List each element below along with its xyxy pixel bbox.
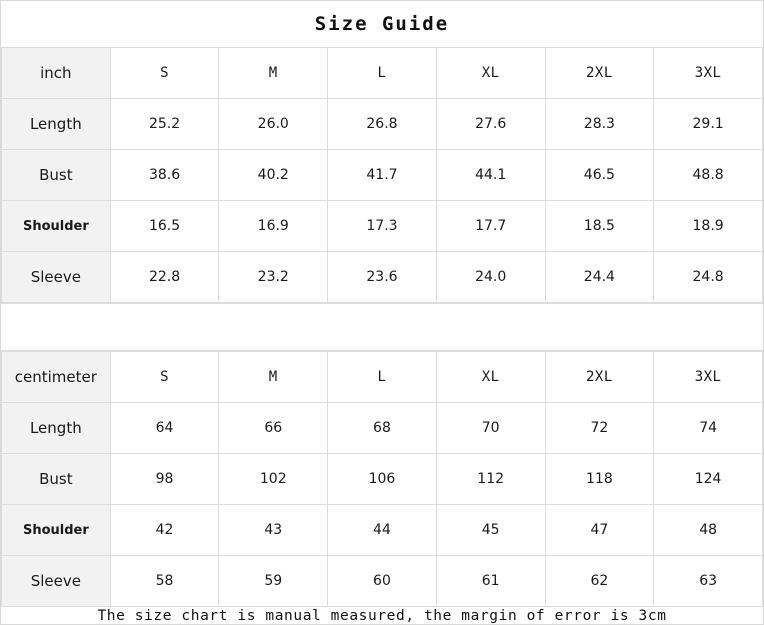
row-label-shoulder: Shoulder	[2, 201, 111, 252]
size-table-inch	[1, 47, 763, 303]
cell-inch-sleeve-2xl: 24.4	[545, 252, 654, 303]
cell-cm-sleeve-3xl: 63	[654, 556, 763, 607]
cell-cm-sleeve-xl: 61	[436, 556, 545, 607]
cell-inch-bust-l: 41.7	[328, 150, 437, 201]
cell-cm-bust-2xl: 118	[545, 454, 654, 505]
measurement-note: The size chart is manual measured, the margin of error is 3cm	[1, 607, 763, 624]
row-label-bust: Bust	[2, 150, 111, 201]
column-header-s: S	[110, 48, 219, 99]
cell-cm-bust-3xl: 124	[654, 454, 763, 505]
table-row	[2, 201, 763, 252]
cell-cm-bust-m: 102	[219, 454, 328, 505]
column-header-3xl: 3XL	[654, 352, 763, 403]
table-separator	[1, 303, 763, 351]
cell-inch-shoulder-2xl: 18.5	[545, 201, 654, 252]
row-label-sleeve: Sleeve	[2, 252, 111, 303]
cell-cm-length-3xl: 74	[654, 403, 763, 454]
cell-cm-shoulder-xl: 45	[436, 505, 545, 556]
cell-inch-sleeve-l: 23.6	[328, 252, 437, 303]
cell-inch-bust-m: 40.2	[219, 150, 328, 201]
cell-cm-length-2xl: 72	[545, 403, 654, 454]
cell-cm-bust-l: 106	[328, 454, 437, 505]
size-table-centimeter	[1, 351, 763, 607]
cell-cm-length-s: 64	[110, 403, 219, 454]
cell-cm-shoulder-2xl: 47	[545, 505, 654, 556]
cell-inch-shoulder-l: 17.3	[328, 201, 437, 252]
cell-inch-length-xl: 27.6	[436, 99, 545, 150]
inch-table-wrapper	[1, 47, 763, 303]
cell-cm-sleeve-2xl: 62	[545, 556, 654, 607]
column-header-3xl: 3XL	[654, 48, 763, 99]
cell-cm-sleeve-m: 59	[219, 556, 328, 607]
cell-cm-shoulder-l: 44	[328, 505, 437, 556]
cell-inch-length-l: 26.8	[328, 99, 437, 150]
cell-inch-bust-2xl: 46.5	[545, 150, 654, 201]
cell-inch-length-s: 25.2	[110, 99, 219, 150]
table-row	[2, 454, 763, 505]
row-label-length: Length	[2, 403, 111, 454]
cell-inch-shoulder-3xl: 18.9	[654, 201, 763, 252]
row-label-length: Length	[2, 99, 111, 150]
unit-label-inch: inch	[2, 48, 111, 99]
cell-cm-shoulder-3xl: 48	[654, 505, 763, 556]
table-header-row	[2, 352, 763, 403]
column-header-2xl: 2XL	[545, 48, 654, 99]
cell-inch-bust-xl: 44.1	[436, 150, 545, 201]
table-row	[2, 403, 763, 454]
column-header-2xl: 2XL	[545, 352, 654, 403]
cell-inch-shoulder-m: 16.9	[219, 201, 328, 252]
column-header-xl: XL	[436, 48, 545, 99]
cell-cm-bust-xl: 112	[436, 454, 545, 505]
cell-inch-shoulder-s: 16.5	[110, 201, 219, 252]
cell-inch-sleeve-xl: 24.0	[436, 252, 545, 303]
cell-cm-length-xl: 70	[436, 403, 545, 454]
row-label-shoulder: Shoulder	[2, 505, 111, 556]
cell-inch-length-2xl: 28.3	[545, 99, 654, 150]
cell-inch-bust-s: 38.6	[110, 150, 219, 201]
row-label-sleeve: Sleeve	[2, 556, 111, 607]
cell-inch-sleeve-3xl: 24.8	[654, 252, 763, 303]
column-header-m: M	[219, 352, 328, 403]
cell-cm-length-m: 66	[219, 403, 328, 454]
cell-inch-shoulder-xl: 17.7	[436, 201, 545, 252]
column-header-l: L	[328, 48, 437, 99]
column-header-s: S	[110, 352, 219, 403]
column-header-m: M	[219, 48, 328, 99]
cell-inch-sleeve-s: 22.8	[110, 252, 219, 303]
cell-inch-bust-3xl: 48.8	[654, 150, 763, 201]
table-row	[2, 99, 763, 150]
table-header-row	[2, 48, 763, 99]
cell-cm-bust-s: 98	[110, 454, 219, 505]
unit-label-centimeter: centimeter	[2, 352, 111, 403]
centimeter-table-wrapper	[1, 351, 763, 607]
cell-cm-sleeve-s: 58	[110, 556, 219, 607]
table-row	[2, 505, 763, 556]
cell-cm-sleeve-l: 60	[328, 556, 437, 607]
column-header-l: L	[328, 352, 437, 403]
row-label-bust: Bust	[2, 454, 111, 505]
cell-inch-length-3xl: 29.1	[654, 99, 763, 150]
column-header-xl: XL	[436, 352, 545, 403]
cell-inch-length-m: 26.0	[219, 99, 328, 150]
page-title: Size Guide	[1, 1, 763, 47]
cell-cm-length-l: 68	[328, 403, 437, 454]
table-row	[2, 252, 763, 303]
cell-cm-shoulder-m: 43	[219, 505, 328, 556]
table-row	[2, 556, 763, 607]
cell-cm-shoulder-s: 42	[110, 505, 219, 556]
table-row	[2, 150, 763, 201]
cell-inch-sleeve-m: 23.2	[219, 252, 328, 303]
